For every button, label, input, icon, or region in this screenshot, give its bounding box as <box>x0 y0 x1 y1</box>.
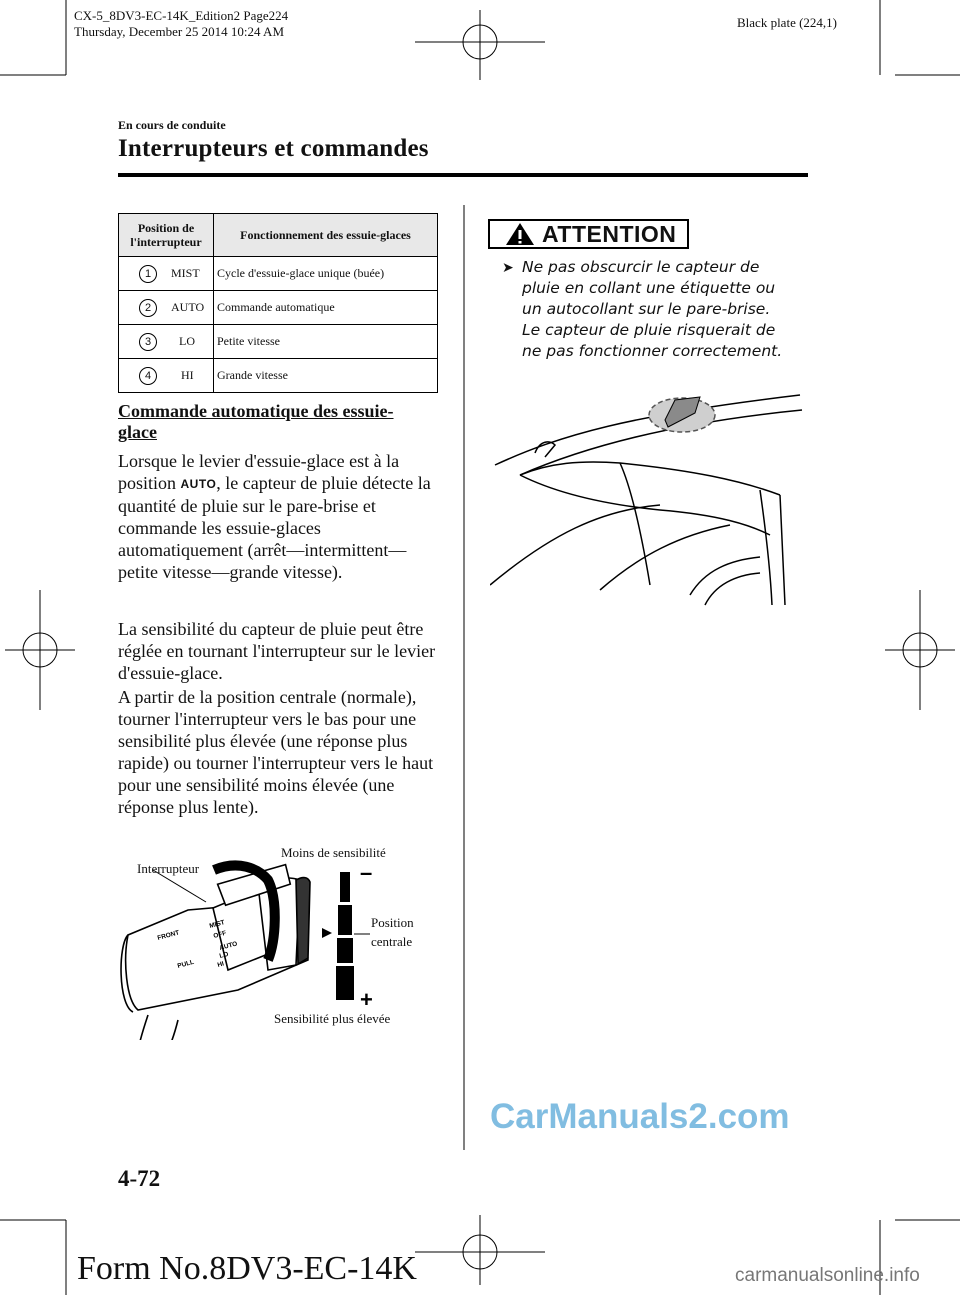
position-desc: Petite vitesse <box>214 325 438 359</box>
minus-sign: – <box>360 860 373 885</box>
page-title: Interrupteurs et commandes <box>118 135 429 162</box>
auto-heading: Commande automatique des essuie-glace <box>118 401 394 442</box>
plate-label: Black plate (224,1) <box>737 15 837 30</box>
title-rule <box>118 173 808 177</box>
label-centrale: centrale <box>371 934 413 949</box>
page-number: 4-72 <box>118 1166 161 1191</box>
table-row <box>119 359 438 393</box>
table-row <box>119 291 438 325</box>
form-number: Form No.8DV3-EC-14K <box>77 1250 417 1287</box>
position-desc: Grande vitesse <box>214 359 438 393</box>
lever-mark-pull: PULL <box>176 958 195 970</box>
file-info <box>74 8 288 40</box>
position-number: 1 <box>139 265 157 283</box>
attention-label: ATTENTION <box>542 220 677 247</box>
label-interrupteur: Interrupteur <box>137 861 200 876</box>
attention-box <box>488 219 689 249</box>
col-function: Fonctionnement des essuie-glaces <box>214 214 438 257</box>
date-line: Thursday, December 25 2014 10:24 AM <box>74 24 285 39</box>
position-number: 3 <box>139 333 157 351</box>
attention-text: Ne pas obscurcir le capteur de pluie en collant une étiquette ou un autocollant sur le pare-brise. Le capteur de pluie risquerait de ne pas fonctionner correctement. <box>522 258 783 360</box>
bullet-arrow-icon: ➤ <box>502 261 514 276</box>
lever-mark-auto: AUTO <box>218 940 239 952</box>
position-desc: Commande automatique <box>214 291 438 325</box>
table-row <box>119 257 438 291</box>
label-moins-sensibilite: Moins de sensibilité <box>281 845 386 860</box>
label-sensibilite-plus: Sensibilité plus élevée <box>274 1011 391 1026</box>
auto-symbol: AUTO <box>180 477 217 491</box>
roof-line <box>495 395 800 465</box>
rain-sensor-diagram <box>490 385 810 610</box>
position-name: MIST <box>171 265 200 280</box>
wiper-position-table <box>118 213 438 393</box>
position-name: AUTO <box>171 299 205 314</box>
lever-mark-mist: MIST <box>208 919 226 930</box>
section-label: En cours de conduite <box>118 118 226 132</box>
lever-mark-off: OFF <box>212 929 228 940</box>
scale-bar-3 <box>337 938 353 963</box>
position-name: LO <box>179 333 195 348</box>
file-line: CX-5_8DV3-EC-14K_Edition2 Page224 <box>74 8 289 23</box>
position-number: 2 <box>139 299 157 317</box>
scale-bar-1 <box>340 872 350 902</box>
plus-sign: + <box>360 987 373 1012</box>
watermark: CarManuals2.com <box>490 1097 790 1136</box>
table-row <box>119 325 438 359</box>
scale-bar-4 <box>336 966 354 1000</box>
warning-icon <box>504 221 536 247</box>
center-arrow-icon <box>322 928 332 938</box>
lever-mark-hi: HI <box>216 960 225 969</box>
label-position: Position <box>371 915 414 930</box>
position-desc: Cycle d'essuie-glace unique (buée) <box>214 257 438 291</box>
position-name: HI <box>181 367 194 382</box>
scale-bar-2 <box>338 905 352 935</box>
site-watermark: carmanualsonline.info <box>735 1265 920 1286</box>
position-number: 4 <box>139 367 157 385</box>
auto-paragraph-2: La sensibilité du capteur de pluie peut être réglée en tournant l'interrupteur sur le levier d'essuie-glace. <box>118 619 436 683</box>
lever-mark-front: FRONT <box>156 929 181 942</box>
col-position: Position de l'interrupteur <box>119 214 214 257</box>
auto-paragraph-1: Lorsque le levier d'essuie-glace est à la position AUTO, le capteur de pluie détecte la quantité de pluie sur le pare-brise et commande les essuie-glaces automatiquement (arrêt—intermittent—petite vitesse—grande vitesse). <box>118 451 431 582</box>
auto-paragraph-3: A partir de la position centrale (normale), tourner l'interrupteur vers le bas pour une sensibilité plus élevée (une réponse plus rapide) ou tourner l'interrupteur vers le haut pour une sensibilité moins élevée (une réponse plus lente). <box>118 687 434 817</box>
lever-mark-lo: LO <box>218 950 230 960</box>
table-header <box>119 214 438 257</box>
